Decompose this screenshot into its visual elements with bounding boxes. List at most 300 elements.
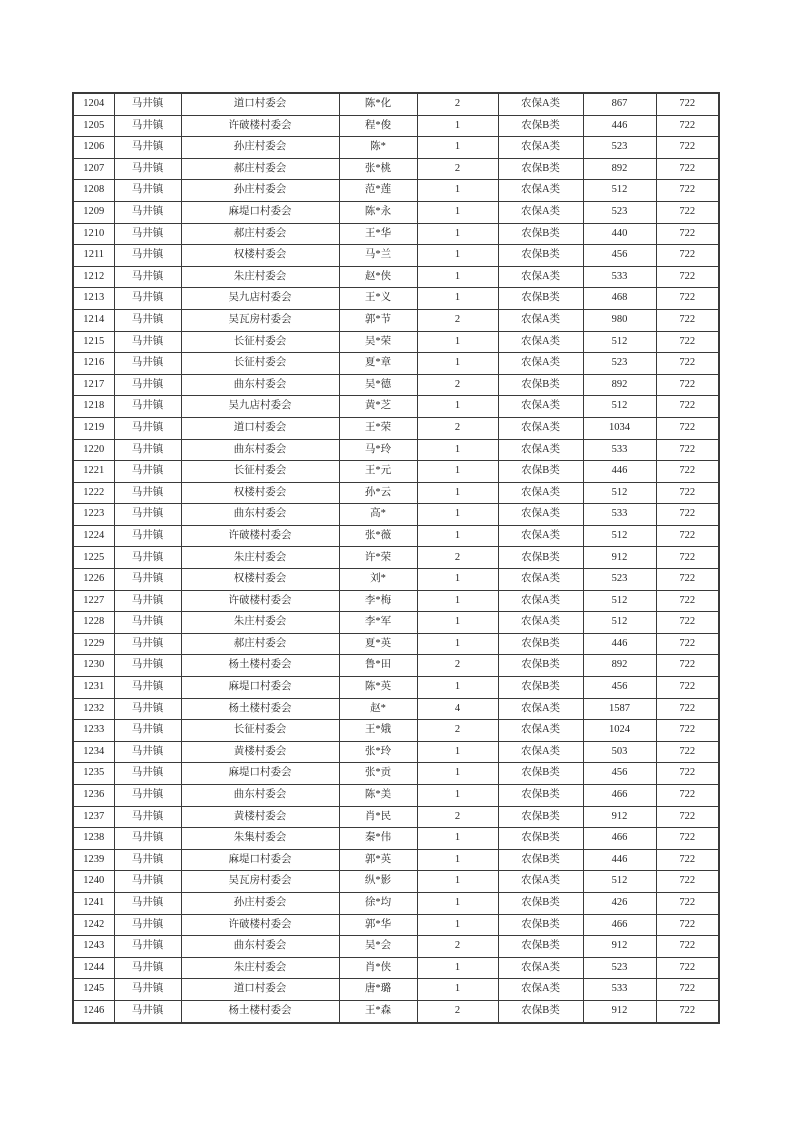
cell-insurance-category: 农保B类 (498, 936, 583, 958)
cell-person-count: 2 (417, 374, 498, 396)
cell-person-name: 陈*美 (339, 785, 417, 807)
cell-insurance-category: 农保A类 (498, 957, 583, 979)
cell-serial-number: 1213 (73, 288, 114, 310)
cell-amount: 426 (583, 892, 656, 914)
cell-fixed-value: 722 (656, 871, 719, 893)
cell-person-name: 黄*芝 (339, 396, 417, 418)
cell-person-name: 夏*章 (339, 353, 417, 375)
table-row (73, 288, 719, 310)
cell-insurance-category: 农保B类 (498, 115, 583, 137)
cell-town-name: 马井镇 (114, 223, 181, 245)
cell-village-committee: 长征村委会 (181, 461, 339, 483)
cell-town-name: 马井镇 (114, 936, 181, 958)
cell-fixed-value: 722 (656, 439, 719, 461)
cell-village-committee: 许破楼村委会 (181, 115, 339, 137)
cell-person-count: 1 (417, 849, 498, 871)
cell-fixed-value: 722 (656, 223, 719, 245)
cell-fixed-value: 722 (656, 828, 719, 850)
roster-table-body (73, 93, 719, 1023)
table-row (73, 590, 719, 612)
cell-town-name: 马井镇 (114, 1000, 181, 1022)
cell-person-name: 马*兰 (339, 245, 417, 267)
cell-amount: 912 (583, 1000, 656, 1022)
cell-person-name: 王*荣 (339, 417, 417, 439)
cell-insurance-category: 农保B类 (498, 158, 583, 180)
cell-person-count: 1 (417, 288, 498, 310)
table-row (73, 914, 719, 936)
cell-amount: 912 (583, 936, 656, 958)
cell-serial-number: 1243 (73, 936, 114, 958)
cell-fixed-value: 722 (656, 115, 719, 137)
cell-town-name: 马井镇 (114, 785, 181, 807)
cell-town-name: 马井镇 (114, 525, 181, 547)
cell-person-count: 1 (417, 763, 498, 785)
cell-town-name: 马井镇 (114, 892, 181, 914)
cell-town-name: 马井镇 (114, 353, 181, 375)
cell-person-name: 肖*侠 (339, 957, 417, 979)
cell-person-count: 1 (417, 914, 498, 936)
cell-amount: 440 (583, 223, 656, 245)
cell-serial-number: 1229 (73, 633, 114, 655)
cell-person-count: 1 (417, 590, 498, 612)
table-row (73, 936, 719, 958)
cell-amount: 533 (583, 266, 656, 288)
cell-amount: 468 (583, 288, 656, 310)
cell-town-name: 马井镇 (114, 439, 181, 461)
cell-person-count: 4 (417, 698, 498, 720)
cell-village-committee: 杨土楼村委会 (181, 698, 339, 720)
cell-town-name: 马井镇 (114, 137, 181, 159)
cell-person-count: 2 (417, 720, 498, 742)
cell-person-count: 1 (417, 828, 498, 850)
cell-insurance-category: 农保B类 (498, 763, 583, 785)
cell-village-committee: 道口村委会 (181, 979, 339, 1001)
cell-fixed-value: 722 (656, 677, 719, 699)
cell-insurance-category: 农保A类 (498, 417, 583, 439)
cell-fixed-value: 722 (656, 547, 719, 569)
cell-fixed-value: 722 (656, 504, 719, 526)
cell-insurance-category: 农保A类 (498, 266, 583, 288)
cell-person-name: 郭*华 (339, 914, 417, 936)
table-row (73, 504, 719, 526)
cell-person-name: 夏*英 (339, 633, 417, 655)
cell-person-name: 陈*永 (339, 201, 417, 223)
cell-person-name: 张*桃 (339, 158, 417, 180)
cell-fixed-value: 722 (656, 374, 719, 396)
table-row (73, 461, 719, 483)
table-row (73, 525, 719, 547)
table-row (73, 871, 719, 893)
cell-amount: 523 (583, 137, 656, 159)
cell-village-committee: 杨土楼村委会 (181, 1000, 339, 1022)
cell-person-count: 1 (417, 396, 498, 418)
cell-serial-number: 1204 (73, 93, 114, 115)
table-row (73, 828, 719, 850)
cell-fixed-value: 722 (656, 655, 719, 677)
cell-insurance-category: 农保B类 (498, 633, 583, 655)
cell-amount: 456 (583, 677, 656, 699)
cell-serial-number: 1212 (73, 266, 114, 288)
table-row (73, 785, 719, 807)
cell-person-count: 1 (417, 137, 498, 159)
cell-town-name: 马井镇 (114, 655, 181, 677)
cell-amount: 446 (583, 115, 656, 137)
cell-person-count: 1 (417, 741, 498, 763)
cell-amount: 912 (583, 547, 656, 569)
cell-insurance-category: 农保A类 (498, 741, 583, 763)
cell-person-name: 秦*伟 (339, 828, 417, 850)
cell-person-count: 1 (417, 504, 498, 526)
cell-town-name: 马井镇 (114, 914, 181, 936)
cell-serial-number: 1232 (73, 698, 114, 720)
cell-fixed-value: 722 (656, 1000, 719, 1022)
cell-person-name: 李*军 (339, 612, 417, 634)
cell-town-name: 马井镇 (114, 245, 181, 267)
cell-amount: 466 (583, 785, 656, 807)
cell-serial-number: 1206 (73, 137, 114, 159)
cell-insurance-category: 农保A类 (498, 331, 583, 353)
cell-insurance-category: 农保A类 (498, 612, 583, 634)
cell-person-count: 1 (417, 180, 498, 202)
cell-person-name: 马*玲 (339, 439, 417, 461)
table-row (73, 849, 719, 871)
cell-town-name: 马井镇 (114, 957, 181, 979)
cell-town-name: 马井镇 (114, 331, 181, 353)
cell-village-committee: 许破楼村委会 (181, 590, 339, 612)
table-row (73, 115, 719, 137)
cell-serial-number: 1220 (73, 439, 114, 461)
cell-serial-number: 1214 (73, 309, 114, 331)
cell-village-committee: 麻堤口村委会 (181, 201, 339, 223)
cell-person-name: 许*荣 (339, 547, 417, 569)
cell-insurance-category: 农保A类 (498, 309, 583, 331)
cell-person-count: 2 (417, 417, 498, 439)
cell-village-committee: 曲东村委会 (181, 785, 339, 807)
table-row (73, 396, 719, 418)
cell-village-committee: 杨土楼村委会 (181, 655, 339, 677)
cell-amount: 523 (583, 201, 656, 223)
cell-insurance-category: 农保B类 (498, 785, 583, 807)
cell-village-committee: 郝庄村委会 (181, 158, 339, 180)
cell-amount: 912 (583, 806, 656, 828)
cell-amount: 533 (583, 979, 656, 1001)
cell-person-count: 1 (417, 482, 498, 504)
cell-amount: 446 (583, 633, 656, 655)
cell-person-count: 1 (417, 892, 498, 914)
table-row (73, 633, 719, 655)
cell-amount: 867 (583, 93, 656, 115)
cell-town-name: 马井镇 (114, 396, 181, 418)
cell-village-committee: 郝庄村委会 (181, 633, 339, 655)
cell-person-name: 王*元 (339, 461, 417, 483)
table-row (73, 612, 719, 634)
cell-serial-number: 1226 (73, 569, 114, 591)
cell-insurance-category: 农保A类 (498, 871, 583, 893)
cell-fixed-value: 722 (656, 245, 719, 267)
table-row (73, 720, 719, 742)
cell-village-committee: 曲东村委会 (181, 936, 339, 958)
table-row (73, 353, 719, 375)
table-row (73, 655, 719, 677)
cell-amount: 512 (583, 180, 656, 202)
cell-serial-number: 1205 (73, 115, 114, 137)
cell-serial-number: 1239 (73, 849, 114, 871)
cell-village-committee: 道口村委会 (181, 93, 339, 115)
cell-fixed-value: 722 (656, 158, 719, 180)
cell-person-name: 高* (339, 504, 417, 526)
table-row (73, 180, 719, 202)
cell-person-name: 徐*均 (339, 892, 417, 914)
cell-village-committee: 吴瓦房村委会 (181, 309, 339, 331)
cell-insurance-category: 农保B类 (498, 461, 583, 483)
cell-town-name: 马井镇 (114, 482, 181, 504)
cell-fixed-value: 722 (656, 331, 719, 353)
cell-serial-number: 1221 (73, 461, 114, 483)
cell-town-name: 马井镇 (114, 93, 181, 115)
cell-amount: 892 (583, 158, 656, 180)
table-row (73, 763, 719, 785)
cell-village-committee: 道口村委会 (181, 417, 339, 439)
table-row (73, 245, 719, 267)
cell-person-count: 2 (417, 93, 498, 115)
cell-village-committee: 曲东村委会 (181, 439, 339, 461)
cell-fixed-value: 722 (656, 914, 719, 936)
cell-person-name: 程*俊 (339, 115, 417, 137)
table-row (73, 741, 719, 763)
cell-person-count: 1 (417, 245, 498, 267)
cell-insurance-category: 农保A类 (498, 569, 583, 591)
cell-village-committee: 曲东村委会 (181, 374, 339, 396)
cell-amount: 523 (583, 957, 656, 979)
cell-village-committee: 麻堤口村委会 (181, 677, 339, 699)
cell-village-committee: 许破楼村委会 (181, 525, 339, 547)
cell-person-count: 1 (417, 569, 498, 591)
cell-village-committee: 长征村委会 (181, 331, 339, 353)
cell-fixed-value: 722 (656, 180, 719, 202)
cell-person-name: 陈*英 (339, 677, 417, 699)
cell-serial-number: 1237 (73, 806, 114, 828)
cell-person-count: 2 (417, 936, 498, 958)
cell-town-name: 马井镇 (114, 309, 181, 331)
cell-serial-number: 1224 (73, 525, 114, 547)
cell-amount: 466 (583, 914, 656, 936)
cell-insurance-category: 农保A类 (498, 201, 583, 223)
cell-amount: 980 (583, 309, 656, 331)
cell-serial-number: 1216 (73, 353, 114, 375)
cell-insurance-category: 农保A类 (498, 482, 583, 504)
cell-town-name: 马井镇 (114, 677, 181, 699)
cell-fixed-value: 722 (656, 698, 719, 720)
cell-fixed-value: 722 (656, 936, 719, 958)
cell-village-committee: 麻堤口村委会 (181, 849, 339, 871)
cell-person-name: 赵* (339, 698, 417, 720)
cell-amount: 456 (583, 245, 656, 267)
cell-village-committee: 孙庄村委会 (181, 892, 339, 914)
cell-insurance-category: 农保A类 (498, 439, 583, 461)
cell-person-count: 1 (417, 957, 498, 979)
table-row (73, 201, 719, 223)
table-row (73, 331, 719, 353)
cell-person-name: 吴*会 (339, 936, 417, 958)
cell-insurance-category: 农保B类 (498, 223, 583, 245)
cell-fixed-value: 722 (656, 93, 719, 115)
cell-insurance-category: 农保A类 (498, 720, 583, 742)
cell-person-name: 赵*侠 (339, 266, 417, 288)
cell-village-committee: 麻堤口村委会 (181, 763, 339, 785)
cell-person-count: 1 (417, 677, 498, 699)
cell-fixed-value: 722 (656, 892, 719, 914)
cell-amount: 1034 (583, 417, 656, 439)
cell-fixed-value: 722 (656, 353, 719, 375)
cell-amount: 512 (583, 482, 656, 504)
cell-town-name: 马井镇 (114, 741, 181, 763)
cell-village-committee: 黄楼村委会 (181, 741, 339, 763)
cell-insurance-category: 农保B类 (498, 914, 583, 936)
cell-fixed-value: 722 (656, 288, 719, 310)
cell-town-name: 马井镇 (114, 569, 181, 591)
cell-village-committee: 朱庄村委会 (181, 547, 339, 569)
cell-serial-number: 1207 (73, 158, 114, 180)
cell-insurance-category: 农保B类 (498, 374, 583, 396)
cell-amount: 466 (583, 828, 656, 850)
cell-town-name: 马井镇 (114, 828, 181, 850)
cell-insurance-category: 农保A类 (498, 590, 583, 612)
cell-serial-number: 1219 (73, 417, 114, 439)
table-row (73, 158, 719, 180)
cell-town-name: 马井镇 (114, 266, 181, 288)
cell-insurance-category: 农保A类 (498, 180, 583, 202)
cell-amount: 503 (583, 741, 656, 763)
cell-town-name: 马井镇 (114, 849, 181, 871)
cell-village-committee: 长征村委会 (181, 353, 339, 375)
cell-amount: 533 (583, 439, 656, 461)
cell-village-committee: 权楼村委会 (181, 245, 339, 267)
cell-person-name: 张*玲 (339, 741, 417, 763)
cell-amount: 446 (583, 849, 656, 871)
table-row (73, 137, 719, 159)
cell-town-name: 马井镇 (114, 720, 181, 742)
cell-insurance-category: 农保A类 (498, 525, 583, 547)
cell-serial-number: 1208 (73, 180, 114, 202)
cell-insurance-category: 农保B类 (498, 245, 583, 267)
cell-village-committee: 朱庄村委会 (181, 612, 339, 634)
cell-person-count: 1 (417, 353, 498, 375)
cell-insurance-category: 农保B类 (498, 892, 583, 914)
cell-person-name: 肖*民 (339, 806, 417, 828)
cell-serial-number: 1241 (73, 892, 114, 914)
cell-town-name: 马井镇 (114, 979, 181, 1001)
cell-serial-number: 1236 (73, 785, 114, 807)
table-row (73, 266, 719, 288)
cell-amount: 892 (583, 655, 656, 677)
cell-insurance-category: 农保A类 (498, 353, 583, 375)
table-row (73, 806, 719, 828)
cell-person-count: 1 (417, 115, 498, 137)
cell-village-committee: 吴瓦房村委会 (181, 871, 339, 893)
cell-person-name: 王*森 (339, 1000, 417, 1022)
cell-person-count: 2 (417, 158, 498, 180)
cell-serial-number: 1227 (73, 590, 114, 612)
cell-person-name: 刘* (339, 569, 417, 591)
cell-person-count: 2 (417, 655, 498, 677)
cell-person-count: 2 (417, 1000, 498, 1022)
cell-town-name: 马井镇 (114, 158, 181, 180)
cell-fixed-value: 722 (656, 569, 719, 591)
cell-insurance-category: 农保A类 (498, 979, 583, 1001)
cell-person-name: 吴*荣 (339, 331, 417, 353)
table-row (73, 223, 719, 245)
cell-town-name: 马井镇 (114, 763, 181, 785)
table-row (73, 698, 719, 720)
cell-village-committee: 吴九店村委会 (181, 396, 339, 418)
cell-fixed-value: 722 (656, 785, 719, 807)
cell-fixed-value: 722 (656, 266, 719, 288)
cell-insurance-category: 农保B类 (498, 288, 583, 310)
cell-village-committee: 朱庄村委会 (181, 266, 339, 288)
cell-village-committee: 郝庄村委会 (181, 223, 339, 245)
cell-village-committee: 朱集村委会 (181, 828, 339, 850)
cell-amount: 512 (583, 396, 656, 418)
cell-serial-number: 1225 (73, 547, 114, 569)
cell-person-count: 1 (417, 979, 498, 1001)
cell-fixed-value: 722 (656, 396, 719, 418)
cell-amount: 523 (583, 353, 656, 375)
cell-serial-number: 1209 (73, 201, 114, 223)
cell-fixed-value: 722 (656, 612, 719, 634)
cell-serial-number: 1246 (73, 1000, 114, 1022)
cell-amount: 533 (583, 504, 656, 526)
cell-village-committee: 孙庄村委会 (181, 180, 339, 202)
cell-fixed-value: 722 (656, 482, 719, 504)
cell-person-name: 范*莲 (339, 180, 417, 202)
cell-person-count: 2 (417, 806, 498, 828)
cell-insurance-category: 农保A类 (498, 504, 583, 526)
cell-fixed-value: 722 (656, 417, 719, 439)
cell-town-name: 马井镇 (114, 201, 181, 223)
cell-insurance-category: 农保A类 (498, 93, 583, 115)
table-row (73, 309, 719, 331)
cell-village-committee: 黄楼村委会 (181, 806, 339, 828)
table-row (73, 957, 719, 979)
cell-town-name: 马井镇 (114, 180, 181, 202)
roster-table (72, 92, 720, 1024)
cell-person-name: 郭*节 (339, 309, 417, 331)
cell-serial-number: 1240 (73, 871, 114, 893)
cell-village-committee: 权楼村委会 (181, 569, 339, 591)
cell-village-committee: 许破楼村委会 (181, 914, 339, 936)
cell-insurance-category: 农保B类 (498, 1000, 583, 1022)
cell-person-name: 陈*化 (339, 93, 417, 115)
cell-fixed-value: 722 (656, 137, 719, 159)
cell-village-committee: 长征村委会 (181, 720, 339, 742)
cell-person-count: 2 (417, 547, 498, 569)
cell-amount: 1587 (583, 698, 656, 720)
cell-serial-number: 1215 (73, 331, 114, 353)
cell-person-count: 1 (417, 201, 498, 223)
cell-serial-number: 1234 (73, 741, 114, 763)
cell-village-committee: 权楼村委会 (181, 482, 339, 504)
cell-person-count: 1 (417, 871, 498, 893)
cell-insurance-category: 农保B类 (498, 677, 583, 699)
cell-village-committee: 朱庄村委会 (181, 957, 339, 979)
cell-town-name: 马井镇 (114, 698, 181, 720)
cell-town-name: 马井镇 (114, 288, 181, 310)
cell-town-name: 马井镇 (114, 504, 181, 526)
cell-person-count: 1 (417, 223, 498, 245)
cell-serial-number: 1223 (73, 504, 114, 526)
cell-serial-number: 1211 (73, 245, 114, 267)
cell-person-count: 1 (417, 439, 498, 461)
